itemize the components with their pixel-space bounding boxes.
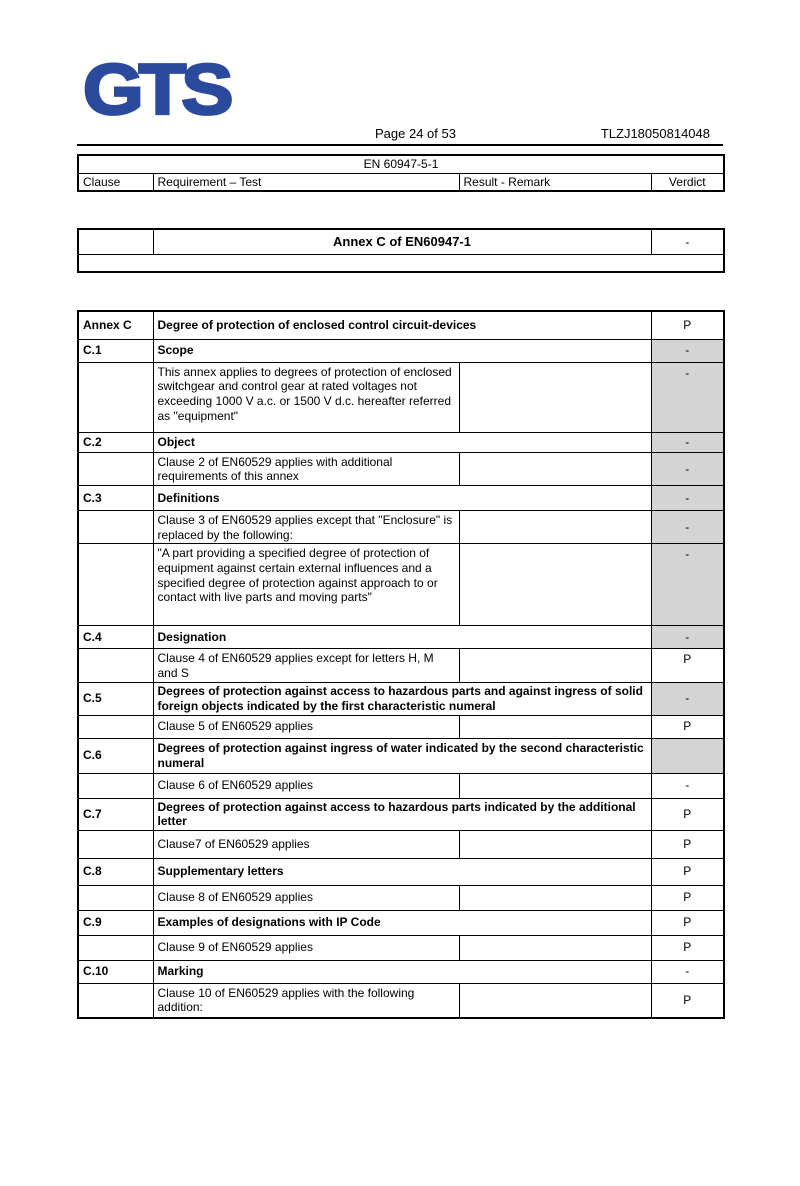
clause-cell bbox=[78, 362, 153, 432]
verdict-cell: P bbox=[651, 311, 724, 339]
requirement-cell: Object bbox=[153, 432, 651, 452]
verdict-cell: P bbox=[651, 858, 724, 885]
result-cell bbox=[459, 885, 651, 910]
requirement-cell: This annex applies to degrees of protection of enclosed switchgear and control gear at rated voltages not exceeding 1000 V a.c. or 1500 V d.c. hereafter referred as "equipment" bbox=[153, 362, 459, 432]
verdict-cell: - bbox=[651, 682, 724, 715]
verdict-cell: - bbox=[651, 486, 724, 511]
requirement-cell: Clause 4 of EN60529 applies except for letters H, M and S bbox=[153, 649, 459, 682]
annex-empty-cell bbox=[78, 254, 724, 272]
report-number: TLZJ18050814048 bbox=[600, 126, 710, 141]
verdict-cell: - bbox=[651, 432, 724, 452]
verdict-cell: - bbox=[651, 452, 724, 485]
requirement-cell: Clause 8 of EN60529 applies bbox=[153, 885, 459, 910]
table-row bbox=[78, 626, 724, 649]
requirement-cell: Clause 6 of EN60529 applies bbox=[153, 773, 459, 798]
requirement-cell: Degrees of protection against access to hazardous parts indicated by the additional letter bbox=[153, 798, 651, 830]
verdict-cell: P bbox=[651, 830, 724, 858]
verdict-cell: - bbox=[651, 773, 724, 798]
clause-cell: C.8 bbox=[78, 858, 153, 885]
clause-cell bbox=[78, 511, 153, 544]
gts-logo bbox=[83, 48, 723, 130]
clause-cell bbox=[78, 452, 153, 485]
table-row bbox=[78, 983, 724, 1018]
clause-cell: C.2 bbox=[78, 432, 153, 452]
verdict-cell: P bbox=[651, 715, 724, 738]
verdict-cell bbox=[651, 738, 724, 773]
standard-row bbox=[78, 155, 724, 173]
table-row bbox=[78, 486, 724, 511]
column-header-table bbox=[77, 154, 725, 192]
table-row bbox=[78, 935, 724, 960]
result-cell bbox=[459, 649, 651, 682]
annex-title: Annex C of EN60947-1 bbox=[153, 229, 651, 254]
table-row bbox=[78, 830, 724, 858]
clause-cell bbox=[78, 544, 153, 626]
annex-title-row bbox=[78, 229, 724, 254]
clause-cell bbox=[78, 983, 153, 1018]
verdict-cell: P bbox=[651, 649, 724, 682]
result-cell bbox=[459, 935, 651, 960]
page-header bbox=[77, 124, 723, 146]
requirement-cell: Definitions bbox=[153, 486, 651, 511]
table-row bbox=[78, 910, 724, 935]
col-header-verdict: Verdict bbox=[651, 173, 724, 191]
table-row bbox=[78, 773, 724, 798]
table-row bbox=[78, 649, 724, 682]
verdict-cell: P bbox=[651, 885, 724, 910]
requirement-cell: Clause 3 of EN60529 applies except that "Enclosure" is replaced by the following: bbox=[153, 511, 459, 544]
clause-cell: C.3 bbox=[78, 486, 153, 511]
annex-clause-cell bbox=[78, 229, 153, 254]
clause-cell: C.7 bbox=[78, 798, 153, 830]
requirement-cell: Marking bbox=[153, 960, 651, 983]
table-row bbox=[78, 682, 724, 715]
annex-verdict: - bbox=[651, 229, 724, 254]
requirement-cell: Scope bbox=[153, 339, 651, 362]
table-row bbox=[78, 452, 724, 485]
result-cell bbox=[459, 773, 651, 798]
table-row bbox=[78, 885, 724, 910]
table-row bbox=[78, 511, 724, 544]
table-row bbox=[78, 339, 724, 362]
verdict-cell: - bbox=[651, 362, 724, 432]
requirement-cell: Degree of protection of enclosed control circuit-devices bbox=[153, 311, 651, 339]
column-header-row bbox=[78, 173, 724, 191]
table-row bbox=[78, 715, 724, 738]
result-cell bbox=[459, 511, 651, 544]
gts-logo-text: GTS bbox=[83, 48, 229, 130]
verdict-cell: - bbox=[651, 511, 724, 544]
result-cell bbox=[459, 544, 651, 626]
report-page bbox=[0, 48, 800, 1186]
requirement-cell: Clause7 of EN60529 applies bbox=[153, 830, 459, 858]
main-table-body bbox=[78, 311, 724, 1018]
clause-cell: Annex C bbox=[78, 311, 153, 339]
result-cell bbox=[459, 452, 651, 485]
requirement-cell: Designation bbox=[153, 626, 651, 649]
col-header-requirement: Requirement – Test bbox=[153, 173, 459, 191]
main-table bbox=[77, 310, 725, 1019]
clause-cell bbox=[78, 649, 153, 682]
verdict-cell: P bbox=[651, 798, 724, 830]
table-row bbox=[78, 544, 724, 626]
table-row bbox=[78, 362, 724, 432]
clause-cell bbox=[78, 885, 153, 910]
requirement-cell: Clause 9 of EN60529 applies bbox=[153, 935, 459, 960]
table-row bbox=[78, 738, 724, 773]
col-header-result: Result - Remark bbox=[459, 173, 651, 191]
table-row bbox=[78, 311, 724, 339]
col-header-clause: Clause bbox=[78, 173, 153, 191]
clause-cell: C.6 bbox=[78, 738, 153, 773]
requirement-cell: "A part providing a specified degree of protection of equipment against certain external influences and a specified degree of protection against approach to or contact with live parts and moving parts" bbox=[153, 544, 459, 626]
clause-cell bbox=[78, 773, 153, 798]
verdict-cell: P bbox=[651, 910, 724, 935]
clause-cell: C.5 bbox=[78, 682, 153, 715]
requirement-cell: Clause 10 of EN60529 applies with the following addition: bbox=[153, 983, 459, 1018]
annex-empty-row bbox=[78, 254, 724, 272]
table-row bbox=[78, 960, 724, 983]
clause-cell bbox=[78, 715, 153, 738]
verdict-cell: P bbox=[651, 935, 724, 960]
page-content bbox=[77, 48, 723, 1019]
verdict-cell: P bbox=[651, 983, 724, 1018]
verdict-cell: - bbox=[651, 339, 724, 362]
clause-cell: C.1 bbox=[78, 339, 153, 362]
result-cell bbox=[459, 715, 651, 738]
annex-title-table bbox=[77, 228, 725, 273]
page-number: Page 24 of 53 bbox=[375, 126, 456, 141]
clause-cell: C.10 bbox=[78, 960, 153, 983]
clause-cell bbox=[78, 935, 153, 960]
verdict-cell: - bbox=[651, 544, 724, 626]
requirement-cell: Degrees of protection against access to hazardous parts and against ingress of solid foreign objects indicated by the first characteristic numeral bbox=[153, 682, 651, 715]
requirement-cell: Degrees of protection against ingress of water indicated by the second characteristic numeral bbox=[153, 738, 651, 773]
table-row bbox=[78, 432, 724, 452]
table-row bbox=[78, 798, 724, 830]
result-cell bbox=[459, 830, 651, 858]
requirement-cell: Clause 5 of EN60529 applies bbox=[153, 715, 459, 738]
table-row bbox=[78, 858, 724, 885]
result-cell bbox=[459, 983, 651, 1018]
standard-title: EN 60947-5-1 bbox=[78, 155, 724, 173]
verdict-cell: - bbox=[651, 960, 724, 983]
requirement-cell: Examples of designations with IP Code bbox=[153, 910, 651, 935]
requirement-cell: Clause 2 of EN60529 applies with additional requirements of this annex bbox=[153, 452, 459, 485]
result-cell bbox=[459, 362, 651, 432]
verdict-cell: - bbox=[651, 626, 724, 649]
clause-cell bbox=[78, 830, 153, 858]
requirement-cell: Supplementary letters bbox=[153, 858, 651, 885]
clause-cell: C.9 bbox=[78, 910, 153, 935]
clause-cell: C.4 bbox=[78, 626, 153, 649]
